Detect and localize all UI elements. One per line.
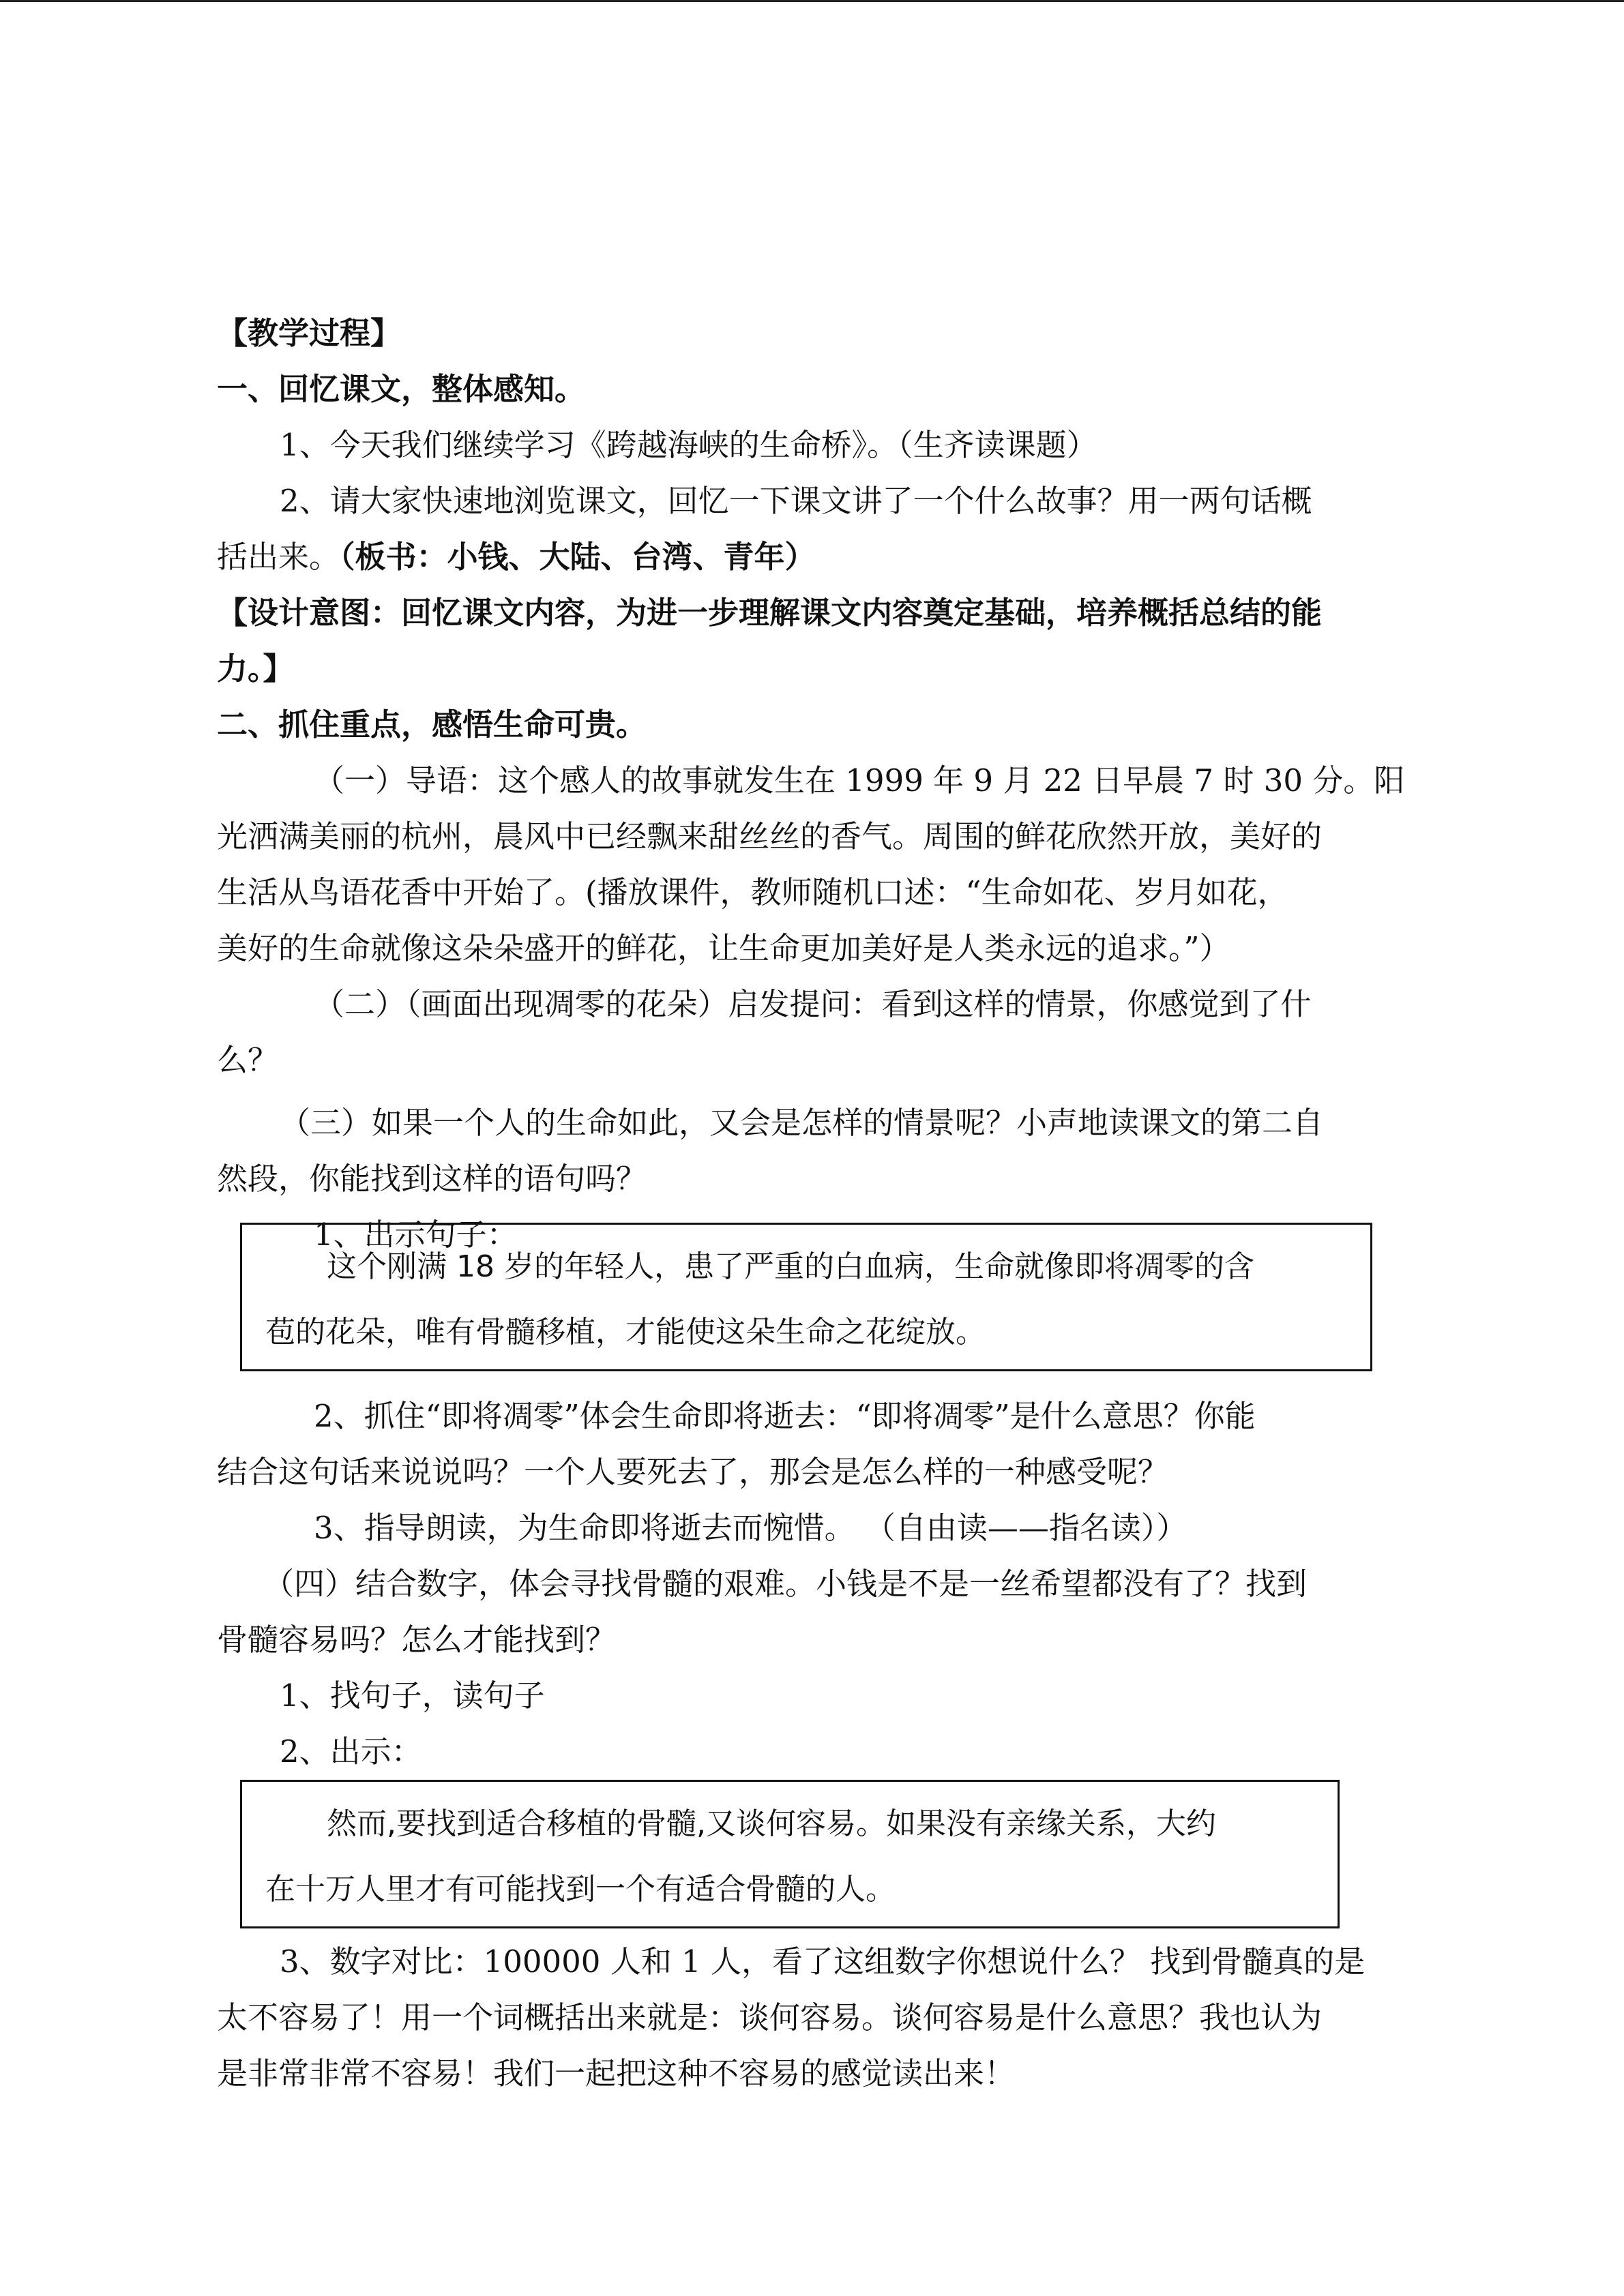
p1-line4: 美好的生命就像这朵朵盛开的鲜花，让生命更加美好是人类永远的追求。”） bbox=[217, 930, 1230, 966]
quote2-line1: 然而,要找到适合移植的骨髓,又谈何容易。如果没有亲缘关系，大约 bbox=[327, 1806, 1216, 1841]
p3-item2-line2: 结合这句话来说说吗？一个人要死去了，那会是怎么样的一种感受呢？ bbox=[217, 1454, 1169, 1490]
p2-line2: 么？ bbox=[217, 1042, 279, 1078]
document-body bbox=[217, 305, 1404, 1263]
p2-line1: （二）（画面出现凋零的花朵）启发提问：看到这样的情景，你感觉到了什 bbox=[314, 986, 1312, 1022]
p4-item3-line3: 是非常非常不容易！我们一起把这种不容易的感觉读出来！ bbox=[217, 2055, 1016, 2091]
quote-box-1 bbox=[240, 1223, 1372, 1371]
p3-line2: 然段，你能找到这样的语句吗？ bbox=[217, 1161, 647, 1197]
section-heading: 【教学过程】 bbox=[217, 315, 402, 351]
p3-item1: 1、出示句子： bbox=[314, 1217, 518, 1253]
p4-line1: （四）结合数字，体会寻找骨髓的艰难。小钱是不是一丝希望都没有了？找到 bbox=[263, 1566, 1308, 1602]
quote1-line2: 苞的花朵，唯有骨髓移植，才能使这朵生命之花绽放。 bbox=[265, 1315, 986, 1350]
quote2-line2: 在十万人里才有可能找到一个有适合骨髓的人。 bbox=[265, 1872, 896, 1907]
p4-item3-line2: 太不容易了！用一个词概括出来就是：谈何容易。谈何容易是什么意思？我也认为 bbox=[217, 1999, 1323, 2036]
p4-line2: 骨髓容易吗？怎么才能找到？ bbox=[217, 1622, 617, 1658]
section1-item1: 1、今天我们继续学习《跨越海峡的生命桥》。（生齐读课题） bbox=[280, 427, 1097, 463]
p4-item2: 2、出示： bbox=[280, 1733, 422, 1770]
p1-line2: 光洒满美丽的杭州，晨风中已经飘来甜丝丝的香气。周围的鲜花欣然开放，美好的 bbox=[217, 818, 1323, 854]
design-intent-line1: 【设计意图：回忆课文内容，为进一步理解课文内容奠定基础，培养概括总结的能 bbox=[217, 595, 1323, 631]
p3-item3: 3、指导朗读，为生命即将逝去而惋惜。 （自由读——指名读）） bbox=[314, 1510, 1187, 1546]
document-body-continued bbox=[217, 1388, 1404, 1780]
document-body-end bbox=[217, 1934, 1404, 2102]
board-writing: （板书：小钱、大陆、台湾、青年） bbox=[340, 539, 816, 575]
p3-item2-line1: 2、抓住“即将凋零”体会生命即将逝去：“即将凋零”是什么意思？你能 bbox=[314, 1398, 1256, 1434]
p1-line1: （一）导语：这个感人的故事就发生在 1999 年 9 月 22 日早晨 7 时 30 分。阳 bbox=[314, 762, 1405, 799]
section2-title: 二、抓住重点，感悟生命可贵。 bbox=[217, 706, 647, 743]
p3-line1: （三）如果一个人的生命如此，又会是怎样的情景呢？小声地读课文的第二自 bbox=[280, 1105, 1324, 1141]
section1-item2-line1: 2、请大家快速地浏览课文，回忆一下课文讲了一个什么故事？用一两句话概 bbox=[280, 483, 1312, 519]
design-intent-line2: 力。】 bbox=[217, 651, 294, 687]
item2-text: 括出来。 bbox=[217, 539, 340, 575]
section1-title: 一、回忆课文，整体感知。 bbox=[217, 371, 586, 407]
section1-item2-line2 bbox=[217, 529, 1404, 585]
quote1-line1: 这个刚满 18 岁的年轻人，患了严重的白血病，生命就像即将凋零的含 bbox=[327, 1249, 1254, 1284]
quote-box-2 bbox=[240, 1780, 1340, 1928]
p4-item3-line1: 3、数字对比：100000 人和 1 人，看了这组数字你想说什么？ 找到骨髓真的是 bbox=[280, 1943, 1365, 1980]
top-border-line bbox=[0, 0, 1624, 2]
p1-line3: 生活从鸟语花香中开始了。(播放课件，教师随机口述：“生命如花、岁月如花， bbox=[217, 874, 1288, 910]
p4-item1: 1、找句子，读句子 bbox=[280, 1678, 545, 1714]
